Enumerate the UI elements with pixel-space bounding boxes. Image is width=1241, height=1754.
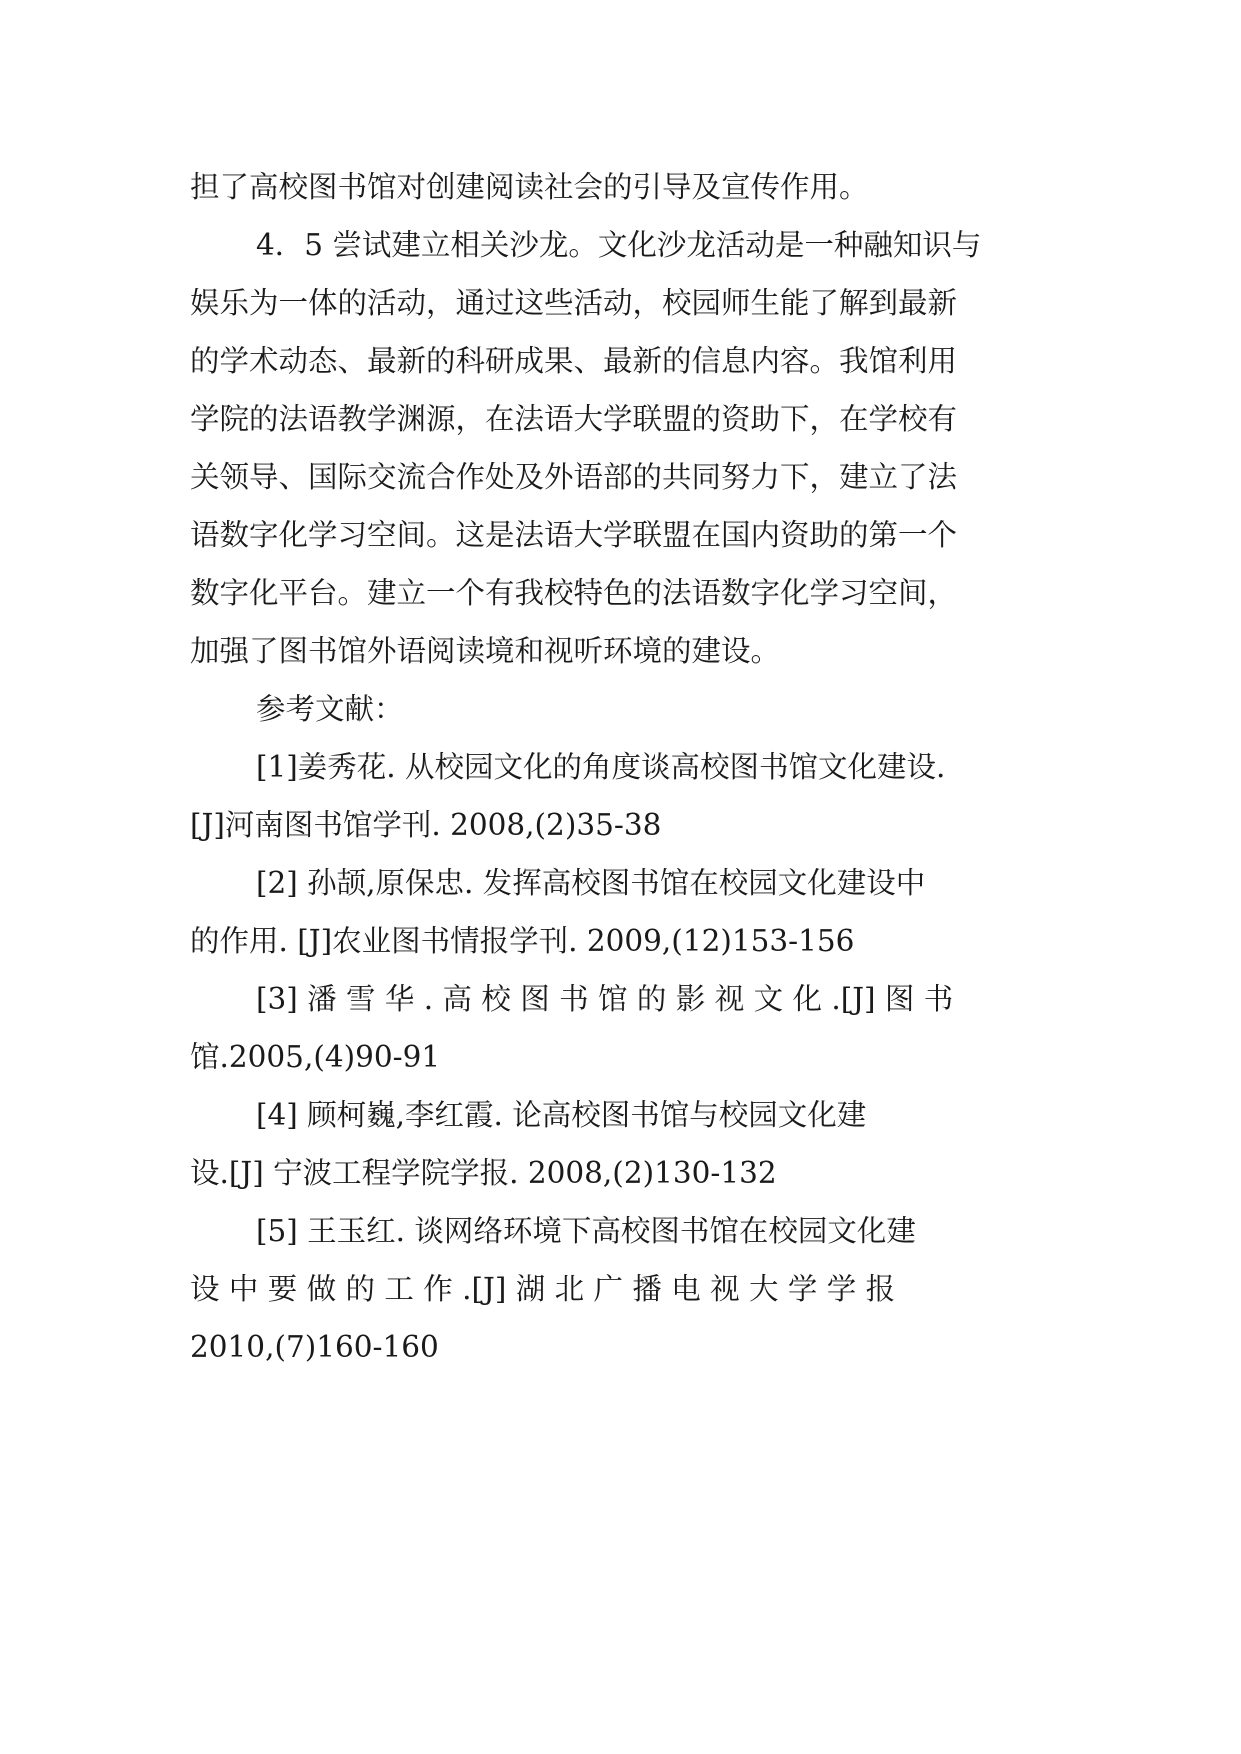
- document-page: [190, 158, 1052, 1376]
- reference-item: [190, 970, 1052, 1086]
- reference-item: [190, 854, 1052, 970]
- reference-line: 馆.2005,(4)90-91: [190, 1040, 441, 1074]
- reference-line: 设 中 要 做 的 工 作 .[J] 湖 北 广 播 电 视 大 学 学 报: [190, 1272, 896, 1306]
- reference-item: [190, 738, 1052, 854]
- body-line: 4．5 尝试建立相关沙龙。文化沙龙活动是一种融知识与: [256, 228, 982, 262]
- body-line: 娱乐为一体的活动，通过这些活动，校园师生能了解到最新: [190, 286, 958, 320]
- reference-line: 的作用. [J]农业图书情报学刊. 2009,(12)153-156: [190, 924, 855, 958]
- reference-line: [1]姜秀花. 从校园文化的角度谈高校图书馆文化建设.: [256, 750, 946, 784]
- reference-list: [190, 738, 1052, 1376]
- reference-line: [J]河南图书馆学刊. 2008,(2)35-38: [190, 808, 662, 842]
- reference-line: [3] 潘 雪 华 . 高 校 图 书 馆 的 影 视 文 化 .[J] 图 书: [256, 982, 954, 1016]
- body-paragraph: [190, 158, 1052, 680]
- reference-item: [190, 1202, 1052, 1376]
- references-heading: 参考文献：: [256, 692, 404, 726]
- reference-line: [4] 顾柯巍,李红霞. 论高校图书馆与校园文化建: [256, 1098, 867, 1132]
- body-line: 担了高校图书馆对创建阅读社会的引导及宣传作用。: [190, 170, 869, 204]
- body-line: 数字化平台。建立一个有我校特色的法语数字化学习空间，: [190, 576, 958, 610]
- body-line: 加强了图书馆外语阅读境和视听环境的建设。: [190, 634, 781, 668]
- reference-line: [2] 孙颉,原保忠. 发挥高校图书馆在校园文化建设中: [256, 866, 926, 900]
- reference-line: [5] 王玉红. 谈网络环境下高校图书馆在校园文化建: [256, 1214, 916, 1248]
- body-line: 关领导、国际交流合作处及外语部的共同努力下，建立了法: [190, 460, 958, 494]
- body-line: 语数字化学习空间。这是法语大学联盟在国内资助的第一个: [190, 518, 958, 552]
- reference-line: 设.[J] 宁波工程学院学报. 2008,(2)130-132: [190, 1156, 777, 1190]
- body-line: 学院的法语教学渊源，在法语大学联盟的资助下，在学校有: [190, 402, 958, 436]
- body-line: 的学术动态、最新的科研成果、最新的信息内容。我馆利用: [190, 344, 958, 378]
- reference-item: [190, 1086, 1052, 1202]
- reference-line: 2010,(7)160-160: [190, 1330, 439, 1364]
